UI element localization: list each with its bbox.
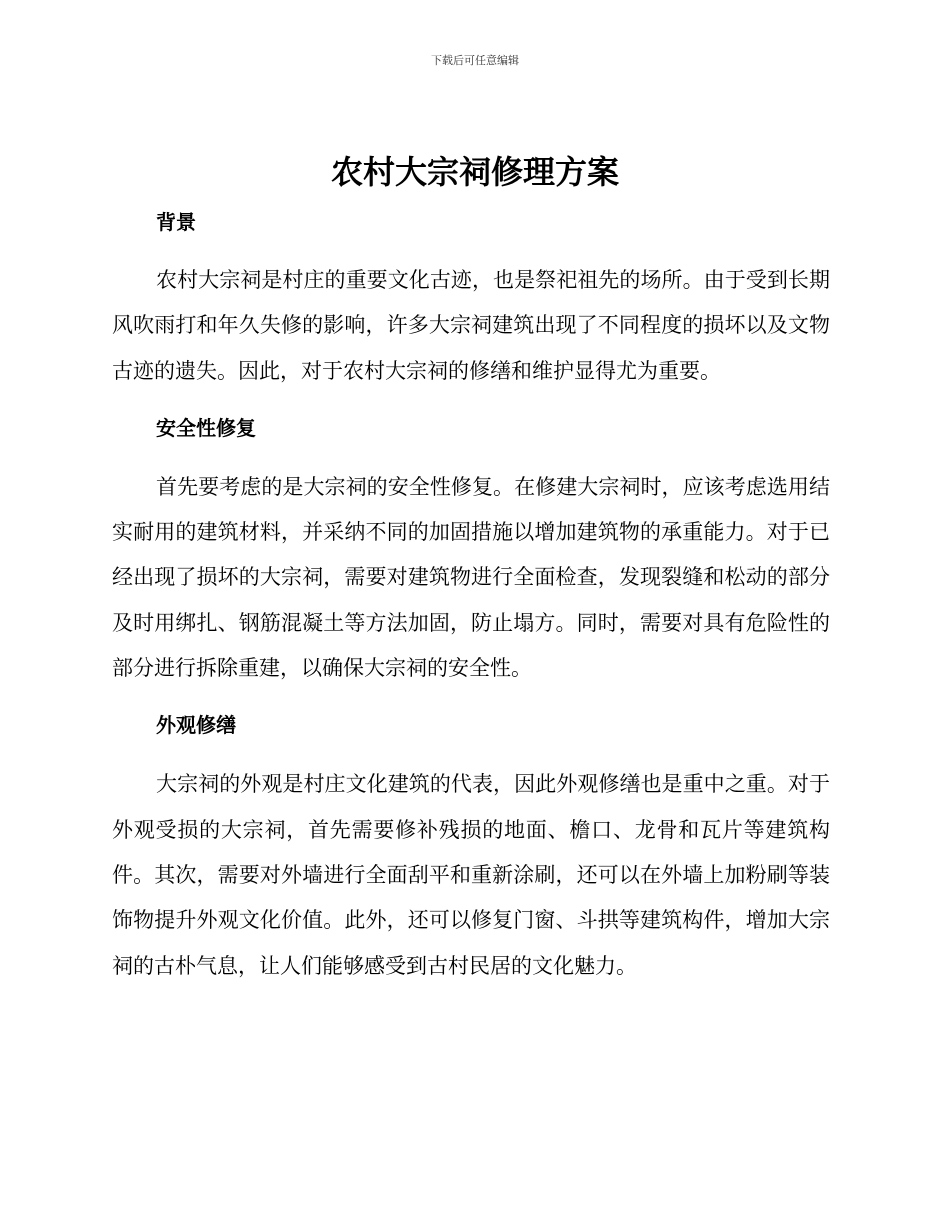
section-paragraph: 首先要考虑的是大宗祠的安全性修复。在修建大宗祠时，应该考虑选用结实耐用的建筑材料，并采纳不同的加固措施以增加建筑物的承重能力。对于已经出现了损坏的大宗祠，需要对建筑物进行全面检查，发现裂缝和松动的部分及时用绑扎、钢筋混凝土等方法加固，防止塌方。同时，需要对具有危险性的部分进行拆除重建，以确保大宗祠的安全性。 — [112, 474, 830, 681]
section-background — [112, 204, 830, 394]
document-title: 农村大宗祠修理方案 — [330, 153, 619, 191]
section-heading: 外观修缮 — [156, 713, 236, 738]
section-heading: 安全性修复 — [156, 415, 256, 440]
section-exterior-repair — [112, 707, 830, 988]
document-body — [112, 204, 830, 989]
section-safety-repair — [112, 410, 830, 691]
header-note: 下载后可任意编辑 — [431, 54, 519, 67]
section-paragraph: 农村大宗祠是村庄的重要文化古迹，也是祭祀祖先的场所。由于受到长期风吹雨打和年久失修的影响，许多大宗祠建筑出现了不同程度的损坏以及文物古迹的遗失。因此，对于农村大宗祠的修缮和维护显得尤为重要。 — [112, 268, 830, 383]
section-paragraph: 大宗祠的外观是村庄文化建筑的代表，因此外观修缮也是重中之重。对于外观受损的大宗祠，首先需要修补残损的地面、檐口、龙骨和瓦片等建筑构件。其次，需要对外墙进行全面刮平和重新涂刷，还可以在外墙上加粉刷等装饰物提升外观文化价值。此外，还可以修复门窗、斗拱等建筑构件，增加大宗祠的古朴气息，让人们能够感受到古村民居的文化魅力。 — [112, 772, 830, 978]
section-heading: 背景 — [156, 210, 196, 234]
